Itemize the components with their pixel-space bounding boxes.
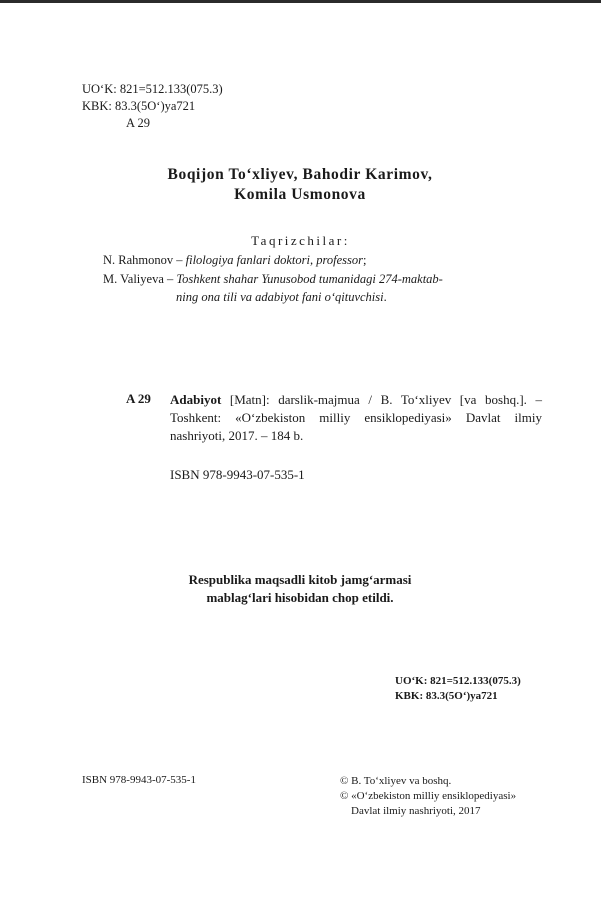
reviewer-2-name: M. Valiyeva – bbox=[103, 272, 174, 286]
classification-block bbox=[82, 81, 223, 132]
authors bbox=[60, 165, 540, 205]
funding-line-1: Respublika maqsadli kitob jamg‘armasi bbox=[188, 572, 412, 587]
catalog-title: Adabiyot bbox=[170, 392, 222, 407]
catalog-isbn: ISBN 978-9943-07-535-1 bbox=[170, 467, 305, 482]
footer-udk: UO‘K: 821=512.133(075.3) bbox=[395, 675, 521, 687]
page-top-border bbox=[0, 0, 601, 3]
reviewer-1-role: filologiya fanlari doktori, professor bbox=[185, 253, 363, 267]
funding-line-2: mablag‘lari hisobidan chop etildi. bbox=[206, 590, 394, 605]
reviewer-2-end: . bbox=[383, 290, 387, 304]
catalog-entry bbox=[170, 391, 542, 445]
funding-note bbox=[60, 571, 540, 607]
reviewer-2-role-b: ning ona tili va adabiyot fani o‘qituvchisi bbox=[176, 290, 384, 304]
authors-line-2: Komila Usmonova bbox=[234, 186, 366, 203]
copyright-authors: © B. To‘xliyev va boshq. bbox=[340, 775, 452, 787]
reviewer-1-name: N. Rahmonov – bbox=[103, 253, 183, 267]
udk-code: UO‘K: 821=512.133(075.3) bbox=[82, 82, 223, 96]
copyright-publisher: © «O‘zbekiston milliy ensiklopediyasi» bbox=[340, 790, 517, 802]
author-mark: A 29 bbox=[126, 116, 150, 130]
footer-classification bbox=[395, 674, 521, 704]
footer-isbn: ISBN 978-9943-07-535-1 bbox=[82, 774, 196, 786]
reviewer-2-role-a: Toshkent shahar Yunusobod tumanidagi 274-maktab- bbox=[176, 272, 443, 286]
authors-line-1: Boqijon To‘xliyev, Bahodir Karimov, bbox=[167, 166, 433, 183]
footer-kbk: KBK: 83.3(5O‘)ya721 bbox=[395, 690, 498, 702]
catalog-code: A 29 bbox=[126, 391, 151, 406]
reviewer-2 bbox=[103, 270, 543, 306]
copyright-publisher-year: Davlat ilmiy nashriyoti, 2017 bbox=[351, 805, 481, 817]
kbk-code: KBK: 83.3(5O‘)ya721 bbox=[82, 99, 196, 113]
catalog-text: [Matn]: darslik-majmua / B. To‘xliyev [va boshq.]. – Toshkent: «O‘zbekiston milliy ensiklopediyasi» Davlat ilmiy nashriyoti, 2017. – 184 b. bbox=[170, 392, 542, 443]
copyright-block bbox=[340, 774, 516, 819]
reviewer-1-end: ; bbox=[362, 253, 367, 267]
reviewers-title: Taqrizchilar: bbox=[251, 233, 350, 248]
reviewer-1 bbox=[103, 251, 543, 269]
